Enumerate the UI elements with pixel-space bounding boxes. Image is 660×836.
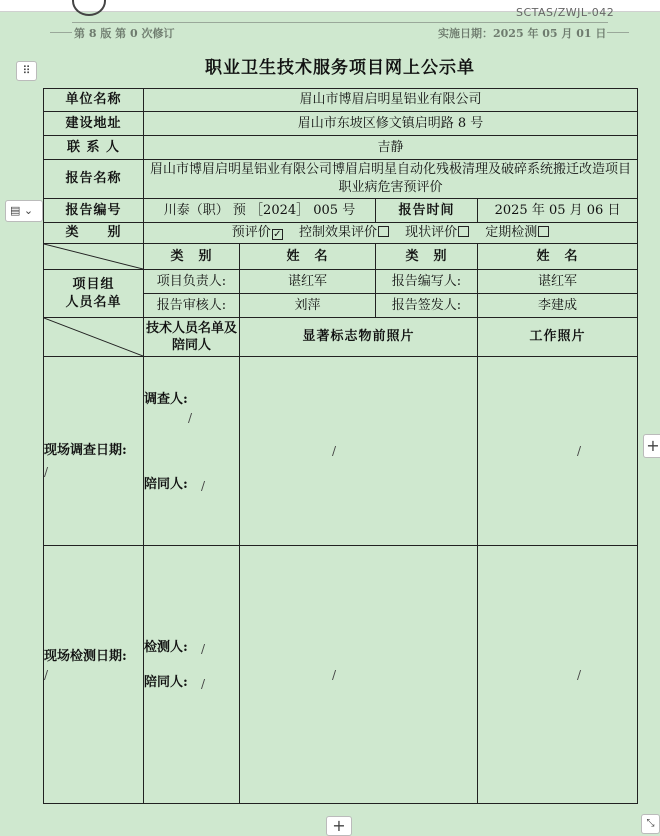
team-name[interactable]: 李建成 [478,294,638,318]
row-menu-button[interactable]: ▤ ⌄ [5,200,43,222]
page-title: 职业卫生技术服务项目网上公示单 [205,58,475,78]
address-value[interactable]: 眉山市东坡区修文镇启明路 8 号 [144,112,638,136]
team-name[interactable]: 谌红军 [240,270,376,294]
checkbox-icon[interactable] [378,226,389,237]
tester-value: / [201,642,206,656]
team-role: 报告审核人: [144,294,240,318]
survey-sign-photo[interactable] [240,357,478,546]
unit-name-value[interactable]: 眉山市博眉启明星铝业有限公司 [144,89,638,112]
photo-col-sign: 显著标志物前照片 [240,318,478,357]
test-companion-value: / [201,677,206,691]
team-col-category: 类 别 [144,244,240,270]
address-label: 建设地址 [44,112,144,136]
category-pre-eval[interactable]: 预评价 ✓ [231,225,282,240]
category-options [144,223,638,244]
survey-companion-value: / [201,479,206,493]
test-sign-photo[interactable] [240,546,478,804]
team-name[interactable]: 刘萍 [240,294,376,318]
test-companion-label: 陪同人: [144,675,188,690]
category-status-eval[interactable]: 现状评价 [405,225,469,240]
report-no-value[interactable]: 川泰（职） 预 ［2024］ 005 号 [144,199,376,223]
survey-sign-photo-value: / [332,444,337,458]
checkbox-icon[interactable] [538,226,549,237]
team-group-label: 项目组 人员名单 [44,270,144,318]
survey-work-photo-value: / [577,444,582,458]
report-name-label: 报告名称 [44,160,144,199]
checkbox-icon[interactable] [458,226,469,237]
table-drag-handle-icon[interactable]: ⠿ [16,61,37,81]
doc-code: SCTAS/ZWJL-042 [516,6,615,19]
unit-name-label: 单位名称 [44,89,144,112]
team-name[interactable]: 谌红军 [478,270,638,294]
test-date-label: 现场检测日期: [44,649,127,664]
diagonal-cell [44,244,144,270]
test-date-value: / [44,668,49,682]
photo-col-work: 工作照片 [478,318,638,357]
photo-col-staff: 技术人员名单及陪同人 [144,318,240,357]
add-row-button[interactable]: + [326,816,352,836]
survey-staff-cell[interactable] [144,357,240,546]
report-name-value[interactable]: 眉山市博眉启明星铝业有限公司博眉启明星自动化残极清理及破碎系统搬迁改造项目职业病危害预评价 [144,160,638,199]
survey-companion-label: 陪同人: [144,477,188,492]
investigator-value: / [188,411,193,425]
team-col-name2: 姓 名 [478,244,638,270]
diagonal-cell [44,318,144,357]
team-col-name: 姓 名 [240,244,376,270]
survey-date-value: / [44,465,49,479]
test-date-cell[interactable] [44,546,144,804]
survey-work-photo[interactable] [478,357,638,546]
add-column-button[interactable]: + [643,434,660,458]
team-role: 项目负责人: [144,270,240,294]
contact-value[interactable]: 吉静 [144,136,638,160]
test-work-photo-value: / [577,668,582,682]
category-control-eval[interactable]: 控制效果评价 [299,225,389,240]
report-time-label: 报告时间 [376,199,478,223]
team-col-category2: 类 别 [376,244,478,270]
team-role: 报告签发人: [376,294,478,318]
table-resize-icon[interactable]: ⤡ [641,814,660,834]
header-line [72,22,608,23]
checkbox-icon[interactable]: ✓ [273,229,282,240]
category-label: 类 别 [44,223,144,244]
contact-label: 联 系 人 [44,136,144,160]
tester-label: 检测人: [144,640,188,655]
effective-date: 实施日期：2025 年 05 月 01 日 [438,27,607,40]
report-time-value[interactable]: 2025 年 05 月 06 日 [478,199,638,223]
header-corner-right [607,32,629,33]
survey-date-label: 现场调查日期: [44,443,127,458]
header-corner-left [50,32,72,33]
test-staff-cell[interactable] [144,546,240,804]
company-logo-icon [72,0,106,16]
category-periodic-test[interactable]: 定期检测 [485,225,549,240]
report-no-label: 报告编号 [44,199,144,223]
survey-date-cell[interactable] [44,357,144,546]
doc-version: 第 8 版 第 0 次修订 [74,27,175,40]
investigator-label: 调查人: [144,392,188,407]
test-sign-photo-value: / [332,668,337,682]
test-work-photo[interactable] [478,546,638,804]
team-role: 报告编写人: [376,270,478,294]
notice-table [43,88,638,804]
